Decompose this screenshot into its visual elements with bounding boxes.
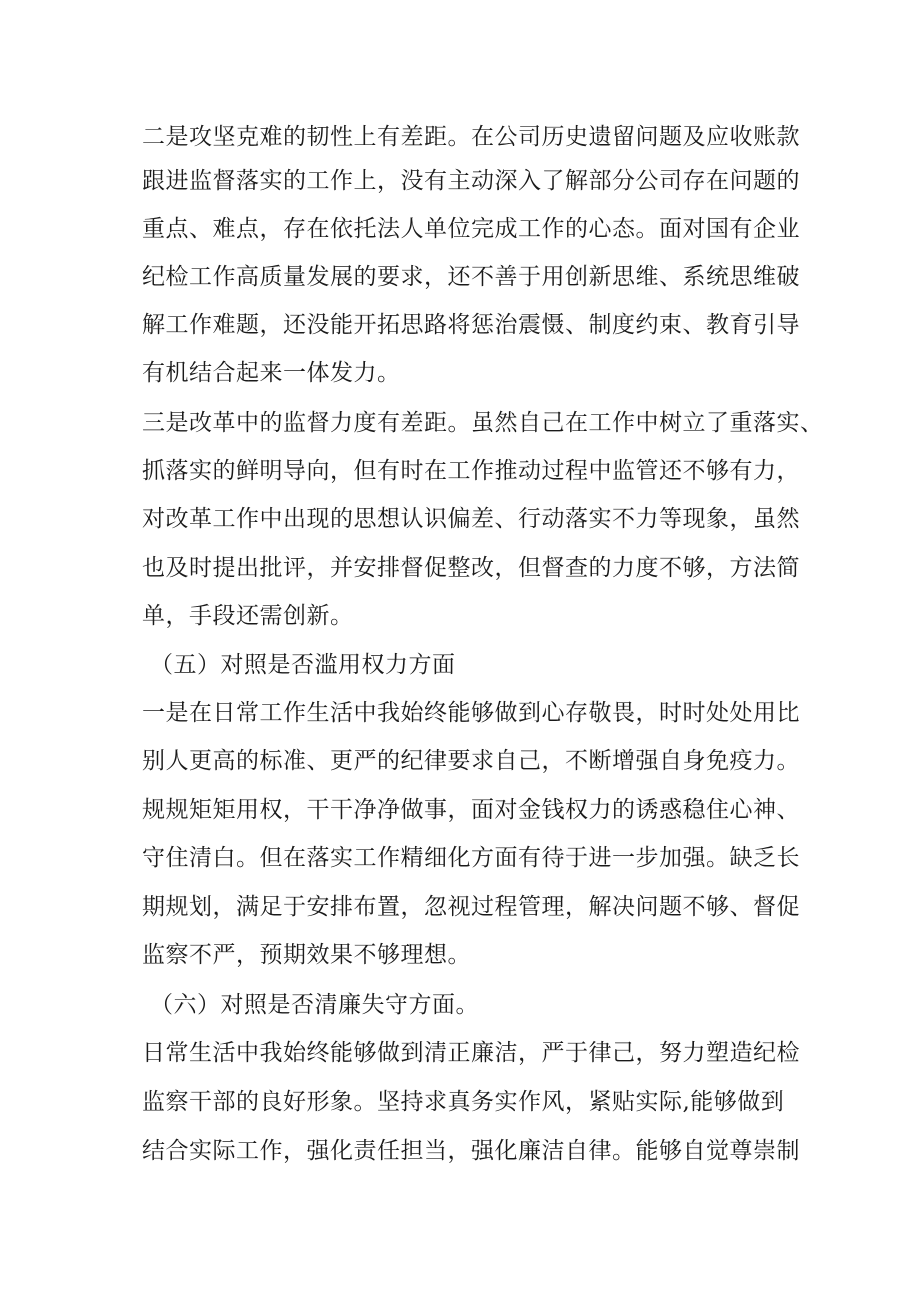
text-line: 规规矩矩用权，干干净净做事，面对金钱权力的诱惑稳住心神、 <box>142 797 800 823</box>
text-line: 别人更高的标准、更严的纪律要求自己，不断增强自身免疫力。 <box>142 748 800 774</box>
text-line: 监察干部的良好形象。坚持求真务实作风，紧贴实际,能够做到 <box>142 1089 785 1115</box>
text-line: 单，手段还需创新。 <box>142 603 354 629</box>
text-line: 二是攻坚克难的韧性上有差距。在公司历史遗留问题及应收账款 <box>142 124 800 150</box>
text-line: 守住清白。但在落实工作精细化方面有待于进一步加强。缺乏长 <box>142 845 800 871</box>
text-line: 跟进监督落实的工作上，没有主动深入了解部分公司存在问题的 <box>142 168 800 194</box>
text-line: 有机结合起来一体发力。 <box>142 360 401 386</box>
text-line: 对改革工作中出现的思想认识偏差、行动落实不力等现象，虽然 <box>142 506 800 532</box>
text-line: 重点、难点，存在依托法人单位完成工作的心态。面对国有企业 <box>142 216 800 242</box>
text-line: 纪检工作高质量发展的要求，还不善于用创新思维、系统思维破 <box>142 264 800 290</box>
text-line: 结合实际工作，强化责任担当，强化廉洁自律。能够自觉尊崇制 <box>142 1138 800 1164</box>
text-line: 抓落实的鲜明导向，但有时在工作推动过程中监管还不够有力， <box>142 458 800 484</box>
text-line: 也及时提出批评，并安排督促整改，但督查的力度不够，方法简 <box>142 555 800 581</box>
text-line: 三是改革中的监督力度有差距。虽然自己在工作中树立了重落实、 <box>142 410 824 436</box>
section-heading: （五）对照是否滥用权力方面 <box>150 652 456 678</box>
text-line: 期规划，满足于安排布置，忽视过程管理，解决问题不够、督促 <box>142 894 800 920</box>
text-line: 一是在日常工作生活中我始终能够做到心存敬畏，时时处处用比 <box>142 700 800 726</box>
text-line: 解工作难题，还没能开拓思路将惩治震慑、制度约束、教育引导 <box>142 312 800 338</box>
text-line: 监察不严，预期效果不够理想。 <box>142 942 471 968</box>
section-heading: （六）对照是否清廉失守方面。 <box>150 992 479 1018</box>
text-line: 日常生活中我始终能够做到清正廉洁，严于律己，努力塑造纪检 <box>142 1040 800 1066</box>
